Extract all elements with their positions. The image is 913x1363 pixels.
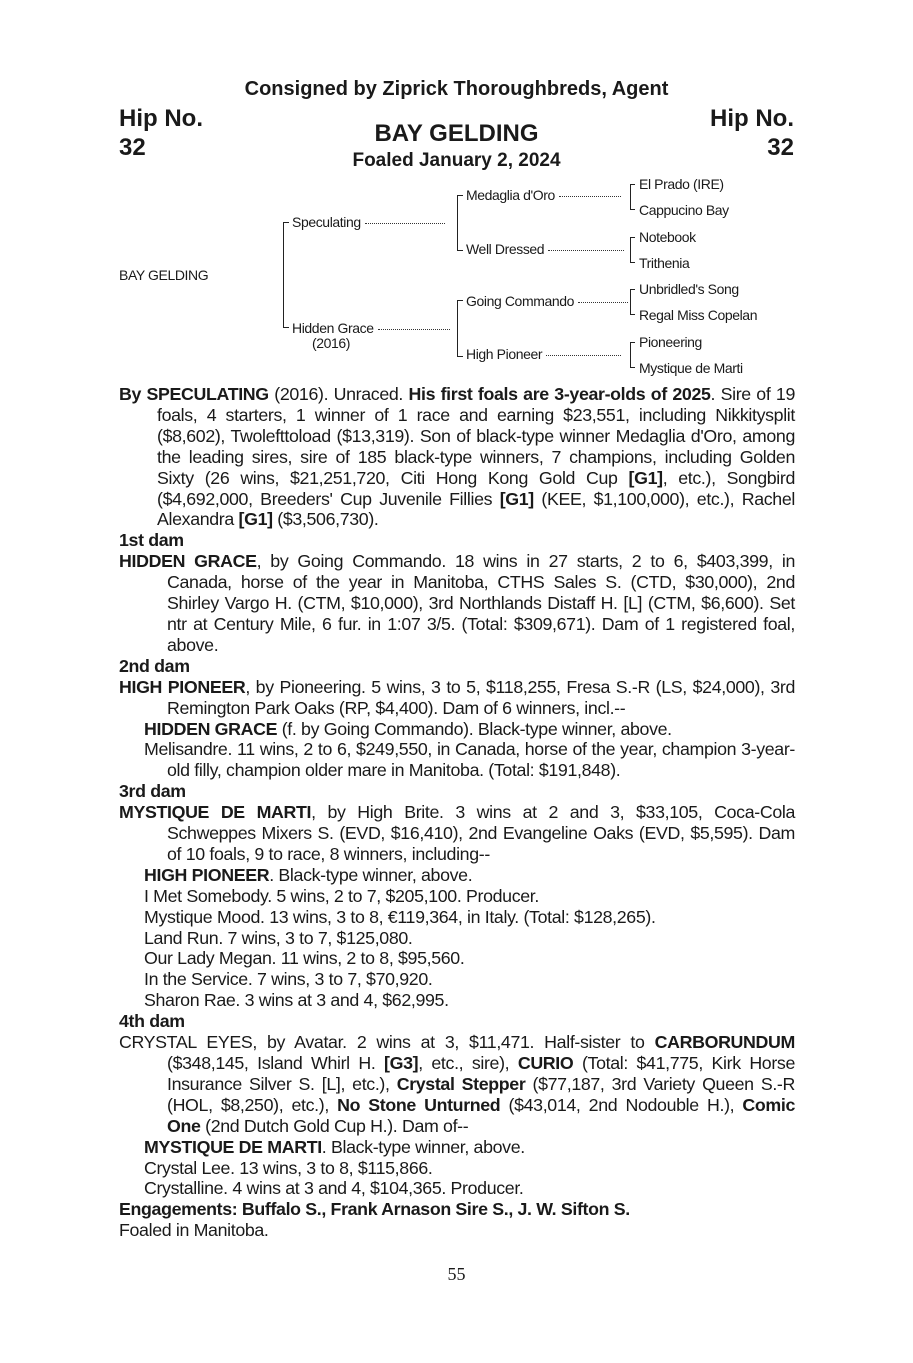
bracket-line <box>457 195 458 251</box>
bracket-line <box>283 222 289 223</box>
catalog-body <box>119 384 795 1241</box>
page-number: 55 <box>447 1264 466 1284</box>
hip-value: 32 <box>767 134 794 161</box>
first-dam-paragraph: HIDDEN GRACE, by Going Commando. 18 wins in 27 starts, 2 to 6, $403,399, in Canada, horse of the year in Manitoba, CTHS Sales S. (CTD, $30,000), 2nd Shirley Vargo H. (CTM, $10,000), 3rd Northlands Distaff H. [L] (CTM, $6,600). Set ntr at Century Mile, 6 fur. in 1:07 3/5. (Total: $309,671). Dam of 1 registered foal, above. <box>119 551 795 655</box>
pedigree-gen3-1: El Prado (IRE) <box>639 176 724 192</box>
bracket-line <box>457 356 463 357</box>
bracket-line <box>457 250 463 251</box>
produce-item: HIGH PIONEER. Black-type winner, above. <box>144 864 473 885</box>
pedigree-gen3-6: Regal Miss Copelan <box>639 307 758 323</box>
pedigree-dam-sire: Going Commando <box>466 293 628 309</box>
bracket-line <box>630 342 635 343</box>
hip-label: Hip No. <box>710 105 794 132</box>
produce-item: Crystalline. 4 wins at 3 and 4, $104,365. Producer. <box>144 1178 524 1199</box>
horse-title: BAY GELDING <box>374 120 539 147</box>
engagements: Engagements: Buffalo S., Frank Arnason Sire S., J. W. Sifton S. <box>119 1199 630 1220</box>
bracket-line <box>630 237 631 263</box>
produce-item: HIDDEN GRACE (f. by Going Commando). Black-type winner, above. <box>144 718 672 739</box>
pedigree-dam: Hidden Grace <box>292 320 450 336</box>
bracket-line <box>630 209 635 210</box>
bracket-line <box>630 289 635 290</box>
pedigree-gen3-7: Pioneering <box>639 334 702 350</box>
produce-item: I Met Somebody. 5 wins, 2 to 7, $205,100. Producer. <box>144 885 539 906</box>
bracket-line <box>630 367 635 368</box>
produce-item: Mystique Mood. 13 wins, 3 to 8, €119,364, in Italy. (Total: $128,265). <box>144 906 656 927</box>
pedigree-sire: Speculating <box>292 214 445 230</box>
third-dam-paragraph: MYSTIQUE DE MARTI, by High Brite. 3 wins at 2 and 3, $33,105, Coca-Cola Schweppes Mixers S. (EVD, $16,410), 2nd Evangeline Oaks (EVD, $5,595). Dam of 10 foals, 9 to race, 8 winners, including-- <box>119 802 796 864</box>
pedigree-dam-dam: High Pioneer <box>466 346 621 362</box>
third-dam-heading: 3rd dam <box>119 781 186 802</box>
bracket-line <box>457 300 463 301</box>
bracket-line <box>630 314 635 315</box>
produce-item: Sharon Rae. 3 wins at 3 and 4, $62,995. <box>144 990 449 1011</box>
pedigree-gen3-2: Cappucino Bay <box>639 202 729 218</box>
pedigree-gen3-4: Trithenia <box>639 255 690 271</box>
sire-paragraph: By SPECULATING (2016). Unraced. His first foals are 3-year-olds of 2025. Sire of 19 foals, 4 starters, 1 winner of 1 race and earning $23,551, including Nikkitysplit ($8,602), Twolefttoload ($13,319). Son of black-type winner Medaglia d'Oro, among the leading sires, sire of 185 black-type winners, 7 champions, including Golden Sixty (26 wins, $21,251,720, Citi Hong Kong Gold Cup [G1], etc.), Songbird ($4,692,000, Breeders' Cup Juvenile Fillies [G1] (KEE, $1,100,000), etc.), Rachel Alexandra [G1] ($3,506,730). <box>119 384 796 530</box>
produce-item: Melisandre. 11 wins, 2 to 6, $249,550, in Canada, horse of the year, champion 3-year-old filly, champion older mare in Manitoba. (Total: $191,848). <box>144 739 795 781</box>
pedigree-gen3-8: Mystique de Marti <box>639 360 743 376</box>
produce-item: Our Lady Megan. 11 wins, 2 to 8, $95,560. <box>144 948 465 969</box>
produce-item: Crystal Lee. 13 wins, 3 to 8, $115,866. <box>144 1157 433 1178</box>
hip-value: 32 <box>119 134 146 161</box>
bracket-line <box>630 184 635 185</box>
second-dam-paragraph: HIGH PIONEER, by Pioneering. 5 wins, 3 to 5, $118,255, Fresa S.-R (LS, $24,000), 3rd Remington Park Oaks (RP, $4,400). Dam of 6 winners, incl.-- <box>119 676 795 718</box>
produce-item: In the Service. 7 wins, 3 to 7, $70,920. <box>144 969 433 990</box>
pedigree-sire-sire: Medaglia d'Oro <box>466 187 621 203</box>
fourth-dam-paragraph: CRYSTAL EYES, by Avatar. 2 wins at 3, $11,471. Half-sister to CARBORUNDUM ($348,145, Island Whirl H. [G3], etc., sire), CURIO (Total: $41,775, Kirk Horse Insurance Silver S. [L], etc.), Crystal Stepper ($77,187, 3rd Variety Queen S.-R (HOL, $8,250), etc.), No Stone Unturned ($43,014, 2nd Nodouble H.), Comic One (2nd Dutch Gold Cup H.). Dam of-- <box>119 1032 796 1136</box>
produce-item: MYSTIQUE DE MARTI. Black-type winner, above. <box>144 1136 525 1157</box>
bracket-line <box>630 184 631 210</box>
hip-label: Hip No. <box>119 105 203 132</box>
second-dam-heading: 2nd dam <box>119 655 190 676</box>
pedigree-gen3-5: Unbridled's Song <box>639 281 739 297</box>
bracket-line <box>457 300 458 357</box>
bracket-line <box>457 195 463 196</box>
bracket-line <box>630 289 631 315</box>
bracket-line <box>630 342 631 368</box>
pedigree-sire-dam: Well Dressed <box>466 241 624 257</box>
first-dam-heading: 1st dam <box>119 530 184 551</box>
pedigree-subject: BAY GELDING <box>119 267 209 283</box>
fourth-dam-heading: 4th dam <box>119 1011 185 1032</box>
bracket-line <box>283 222 284 328</box>
pedigree-dam-year: (2016) <box>312 335 351 351</box>
foaled-location: Foaled in Manitoba. <box>119 1220 269 1241</box>
produce-item: Land Run. 7 wins, 3 to 7, $125,080. <box>144 927 413 948</box>
bracket-line <box>283 327 289 328</box>
pedigree-gen3-3: Notebook <box>639 229 696 245</box>
bracket-line <box>630 237 635 238</box>
consignor-line: Consigned by Ziprick Thoroughbreds, Agent <box>244 78 669 100</box>
foaled-date: Foaled January 2, 2024 <box>352 150 561 171</box>
bracket-line <box>630 262 635 263</box>
